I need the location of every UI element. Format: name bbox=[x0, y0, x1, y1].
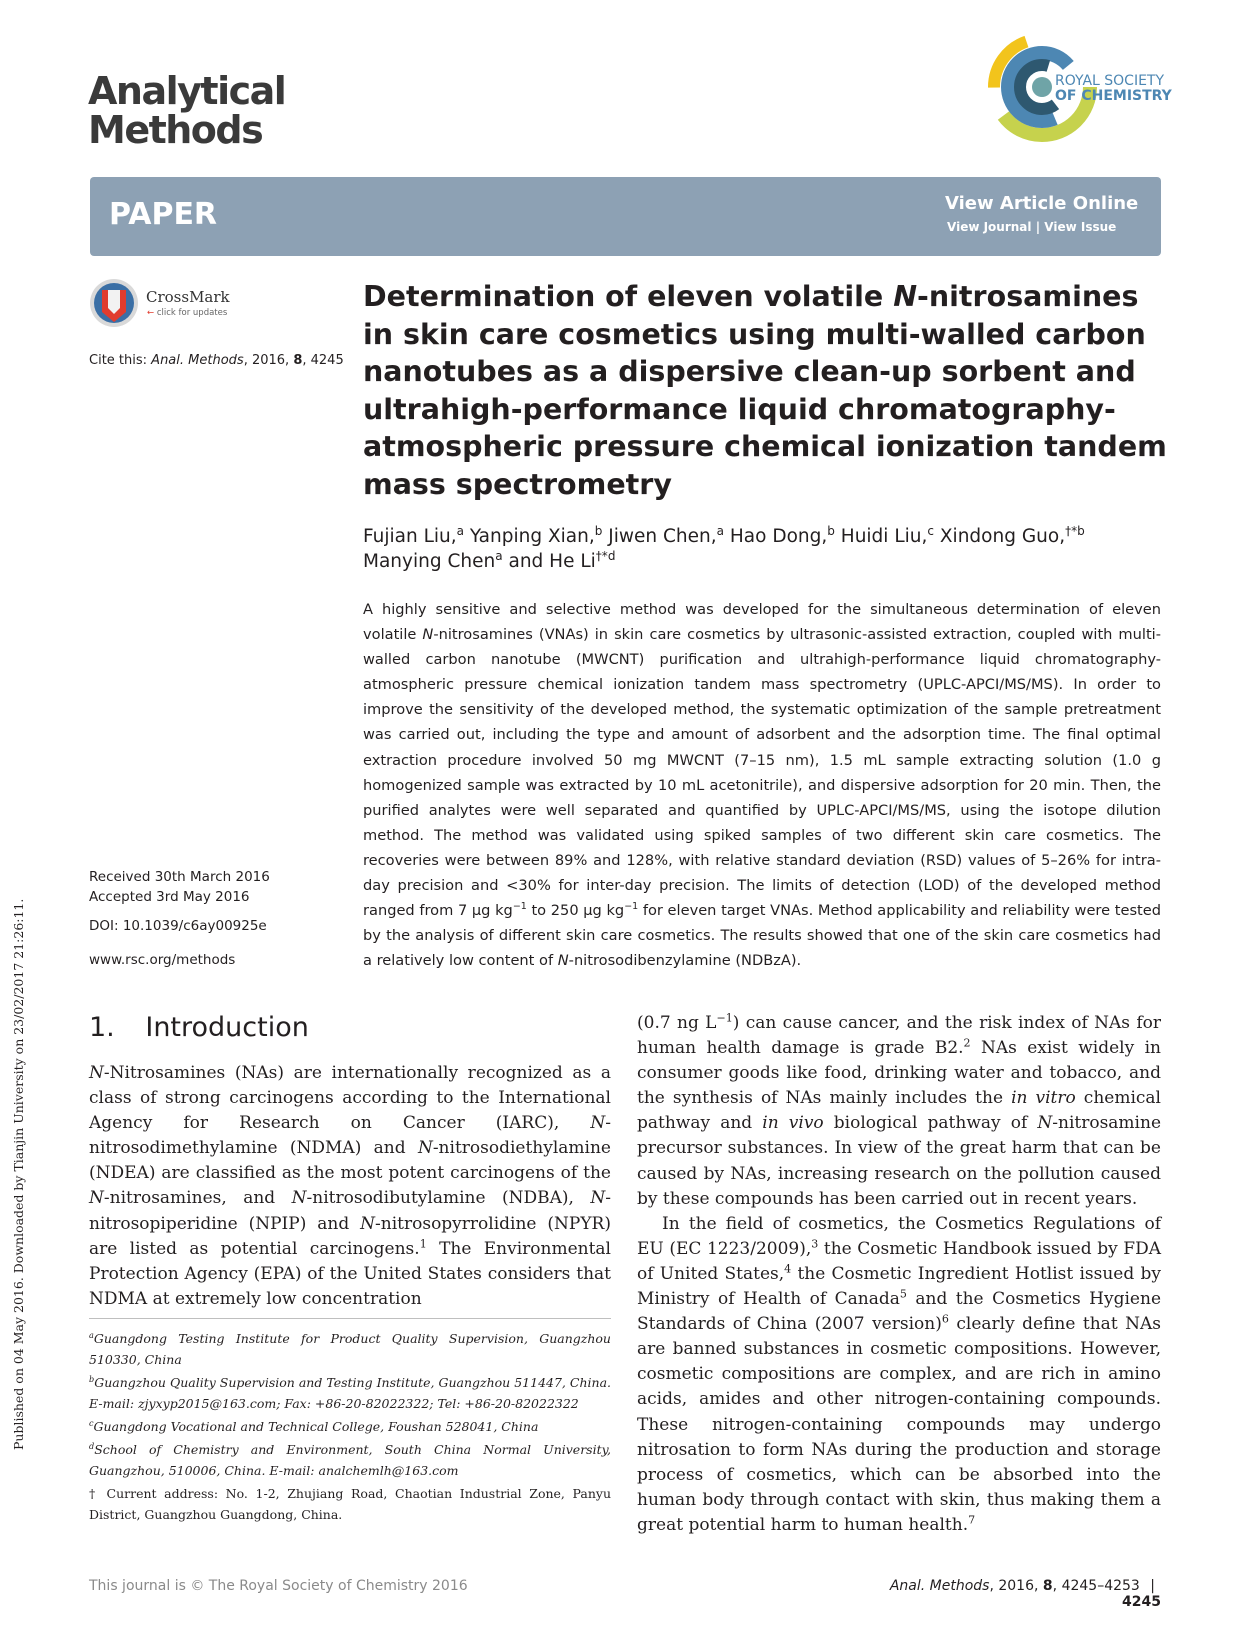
journal-name-line1: Analytical bbox=[88, 69, 286, 113]
received-dates bbox=[89, 867, 270, 907]
footnote-text: Guangdong Testing Institute for Product Quality Supervision, Guangzhou 510330, China bbox=[89, 1331, 611, 1367]
accepted-date: Accepted 3rd May 2016 bbox=[89, 889, 250, 905]
cite-page: 4245 bbox=[310, 353, 344, 368]
intro-paragraph-2 bbox=[637, 1011, 1161, 1212]
paragraph-text: The Environmental Protection Agency (EPA) of the United States considers that NDMA at extremely low concentration bbox=[89, 1238, 611, 1309]
title-part2: -nitrosamines in skin care cosmetics using multi-walled carbon nanotubes as a dispersive clean-up sorbent and ultrahigh-performance liquid chromatography-atmospheric pressure chemical ionization tandem mass spectrometry bbox=[363, 280, 1167, 501]
author-affiliation-sup: †*d bbox=[595, 548, 616, 563]
paragraph-text: N bbox=[291, 1188, 307, 1209]
received-date: Received 30th March 2016 bbox=[89, 869, 270, 885]
abstract-sup: −1 bbox=[624, 901, 639, 913]
paragraph-text: -nitrosodibutylamine (NDBA), bbox=[306, 1188, 591, 1209]
footer-copyright: This journal is © The Royal Society of Chemistry 2016 bbox=[89, 1578, 468, 1594]
reference-sup[interactable]: 6 bbox=[941, 1312, 949, 1326]
paragraph-text: in vivo bbox=[762, 1113, 824, 1134]
abstract-text: for eleven target VNAs. Method applicability and reliability were tested by the analysis of different skin care cosmetics. The results showed that one of the skin care cosmetics had a relatively low content of bbox=[363, 902, 1162, 970]
view-article-online-link[interactable]: View Article Online bbox=[945, 193, 1139, 214]
article-title bbox=[363, 278, 1175, 503]
view-links bbox=[947, 220, 1116, 234]
paragraph-text: -nitrosopiperidine (NPIP) and bbox=[89, 1188, 611, 1234]
paragraph-text: chemical pathway and bbox=[637, 1088, 1161, 1134]
paragraph-text: biological pathway of bbox=[823, 1113, 1038, 1134]
author-name: Yanping Xian, bbox=[469, 526, 595, 547]
journal-name bbox=[88, 69, 286, 152]
abstract-text: -nitrosamines (VNAs) in skin care cosmetics by ultrasonic-assisted extraction, coupled with multi-walled carbon nanotube (MWCNT) purification and ultrahigh-performance liquid chromatography-atmospheric pressure chemical ionization tandem mass spectrometry (UPLC-APCI/MS/MS). In order to improve the sensitivity of the developed method, the systematic optimization of the sample pretreatment was carried out, including the type and amount of adsorbent and the adsorption time. The final optimal extraction procedure involved 50 mg MWCNT (7–15 nm), 1.5 mL sample extracting solution (1.0 g homogenized sample was extracted by 10 mL acetonitrile), and dispersive adsorption for 20 min. Then, the purified analytes were well separated and quantified by UPLC-APCI/MS/MS, using the isotope dilution method. The method was validated using spiked samples of two different skin care cosmetics. The recoveries were between 89% and 128%, with relative standard deviation (RSD) values of 5–26% for intra-day precision and <30% for inter-day precision. The limits of detection (LOD) of the developed method ranged from 7 μg kg bbox=[363, 626, 1161, 920]
reference-sup[interactable]: 1 bbox=[419, 1237, 427, 1250]
author-affiliation-sup: a bbox=[716, 523, 724, 538]
paragraph-text: the Cosmetic Ingredient Hotlist issued by Ministry of Health of Canada bbox=[637, 1263, 1161, 1310]
author-name: and He Li bbox=[508, 551, 596, 572]
paragraph-text: and the Cosmetics Hygiene Standards of China (2007 version) bbox=[637, 1289, 1162, 1335]
footnote-sup: a bbox=[89, 1329, 94, 1340]
intro-paragraph-3 bbox=[637, 1212, 1161, 1538]
crossmark-sub[interactable] bbox=[147, 308, 227, 318]
footnote-affiliation bbox=[89, 1439, 611, 1481]
author-affiliation-sup: c bbox=[927, 523, 934, 538]
footnote-affiliation bbox=[89, 1372, 611, 1414]
footer-pages: 4245–4253 bbox=[1061, 1578, 1140, 1594]
reference-sup[interactable]: −1 bbox=[716, 1011, 733, 1025]
footer-journal: Anal. Methods bbox=[889, 1578, 990, 1594]
paragraph-text: NAs exist widely in consumer goods like food, drinking water and tobacco, and the synthesis of NAs mainly includes the bbox=[637, 1038, 1161, 1109]
footer-year: 2016, bbox=[998, 1578, 1039, 1594]
reference-sup[interactable]: 5 bbox=[899, 1287, 907, 1301]
footnote-text: Guangzhou Quality Supervision and Testing Institute, Guangzhou 511447, China. E-mail: zjyxyp2015@163.com; Fax: +86-20-82022322; Tel: +86-20-82022322 bbox=[89, 1375, 611, 1411]
abstract bbox=[363, 597, 1161, 973]
section-title: Introduction bbox=[145, 1012, 309, 1043]
paragraph-text: -nitrosamine precursor substances. In view of the great harm that can be caused by NAs, increasing research on the pollution caused by these compounds has been carried out in recent years. bbox=[637, 1113, 1161, 1209]
paragraph-text: clearly define that NAs are banned substances in cosmetic compositions. However, cosmetic compositions are complex, and are rich in amino acids, amides and other nitrogen-containing compounds. These nitrogen-containing compounds may undergo nitrosation to form NAs during the production and storage process of cosmetics, which can be absorbed into the human body through contact with skin, thus making them a great potential harm to human health. bbox=[637, 1314, 1161, 1535]
footnote-affiliation bbox=[89, 1416, 611, 1437]
paragraph-text: N bbox=[590, 1188, 606, 1209]
paragraph-text: In the field of cosmetics, the Cosmetics Regulations of EU (EC 1223/2009), bbox=[637, 1213, 1161, 1259]
author-name: Xindong Guo, bbox=[939, 526, 1066, 547]
intro-paragraph-1 bbox=[89, 1061, 611, 1312]
abstract-text: A highly sensitive and selective method was developed for the simultaneous determination of eleven volatile bbox=[363, 601, 1161, 644]
abstract-italic: N bbox=[422, 626, 434, 644]
paragraph-text: N bbox=[360, 1213, 376, 1234]
download-note-text: Published on 04 May 2016. Downloaded by Tianjin University on 23/02/2017 21:26:11. bbox=[11, 898, 26, 1450]
author-affiliation-sup: b bbox=[827, 523, 835, 538]
paragraph-text: -Nitrosamines (NAs) are internationally recognized as a class of strong carcinogens according to the International Agency for Research on Cancer (IARC), bbox=[89, 1063, 611, 1134]
footer-volume: 8 bbox=[1042, 1578, 1053, 1594]
footnote-divider bbox=[89, 1318, 611, 1319]
author-affiliation-sup: †*b bbox=[1065, 523, 1085, 538]
journal-name-line2: Methods bbox=[88, 108, 263, 152]
footer-citation: Anal. Methods, 2016, 8, 4245–4253 | 4245 bbox=[889, 1578, 1161, 1610]
article-type-label: PAPER bbox=[109, 197, 218, 232]
footnote-sup: d bbox=[89, 1440, 95, 1451]
paragraph-text: -nitrosopyrrolidine (NPYR) are listed as potential carcinogens. bbox=[89, 1213, 611, 1259]
cite-prefix: Cite this: bbox=[89, 353, 148, 368]
paragraph-text: N bbox=[89, 1063, 104, 1083]
cite-journal: Anal. Methods bbox=[151, 353, 244, 368]
reference-sup[interactable]: 4 bbox=[784, 1262, 792, 1276]
author-name: Jiwen Chen, bbox=[608, 526, 717, 547]
crossmark-label[interactable]: CrossMark bbox=[146, 288, 230, 306]
cite-volume: 8 bbox=[293, 353, 303, 368]
author-name: Fujian Liu, bbox=[363, 526, 457, 547]
view-issue-link[interactable]: View Issue bbox=[1044, 220, 1117, 234]
footnote-text: Guangdong Vocational and Technical College, Foushan 528041, China bbox=[93, 1419, 539, 1434]
rsc-logo-text bbox=[1055, 74, 1172, 104]
view-journal-link[interactable]: View Journal bbox=[947, 220, 1032, 234]
paragraph-text: in vitro bbox=[1011, 1088, 1076, 1109]
journal-url[interactable]: www.rsc.org/methods bbox=[89, 952, 236, 968]
footnote-current-address: † Current address: No. 1-2, Zhujiang Road, Chaotian Industrial Zone, Panyu District, Guangzhou Guangdong, China. bbox=[89, 1486, 611, 1522]
title-italic: N bbox=[893, 280, 918, 313]
paragraph-text: ) can cause cancer, and the risk index of NAs for human health damage is grade B2. bbox=[637, 1013, 1161, 1059]
author-name: Hao Dong, bbox=[729, 526, 828, 547]
article-type-banner bbox=[90, 177, 1161, 256]
doi[interactable]: DOI: 10.1039/c6ay00925e bbox=[89, 918, 267, 934]
paragraph-text: the Cosmetic Handbook issued by FDA of United States, bbox=[637, 1238, 1161, 1284]
abstract-text: -nitrosodibenzylamine (NDBzA). bbox=[568, 952, 802, 970]
author-name: Manying Chen bbox=[363, 551, 496, 572]
reference-sup[interactable]: 2 bbox=[963, 1036, 971, 1050]
abstract-italic: N bbox=[557, 952, 569, 970]
cite-year: 2016, bbox=[251, 353, 290, 368]
author-name: Huidi Liu, bbox=[840, 526, 928, 547]
paragraph-text: -nitrosamines, and bbox=[103, 1188, 292, 1209]
paragraph-text: N bbox=[590, 1113, 606, 1134]
section-number: 1. bbox=[89, 1012, 115, 1043]
paragraph-text: N bbox=[1037, 1113, 1053, 1134]
paragraph-text: -nitrosodiethylamine (NDEA) are classified as the most potent carcinogens of the bbox=[89, 1138, 611, 1184]
download-note bbox=[4, 470, 26, 1450]
author-list bbox=[363, 524, 1163, 574]
intro-column-right bbox=[637, 1011, 1161, 1538]
footer-separator: | bbox=[1150, 1578, 1155, 1594]
citation: Cite this: Anal. Methods, 2016, 8, 4245 bbox=[89, 353, 344, 368]
abstract-text: to 250 μg kg bbox=[526, 902, 625, 920]
arrow-left-icon: ← bbox=[147, 308, 155, 318]
crossmark-sub-text: click for updates bbox=[156, 308, 228, 318]
paragraph-text: (0.7 ng L bbox=[637, 1013, 717, 1033]
footnotes bbox=[89, 1328, 611, 1527]
paragraph-text: N bbox=[89, 1188, 104, 1209]
title-part1: Determination of eleven volatile bbox=[363, 280, 894, 313]
author-affiliation-sup: a bbox=[456, 523, 465, 538]
author-affiliation-sup: b bbox=[594, 523, 603, 538]
abstract-sup: −1 bbox=[512, 901, 527, 913]
rsc-logo-line1: ROYAL SOCIETY bbox=[1055, 73, 1165, 89]
reference-sup[interactable]: 7 bbox=[968, 1513, 976, 1527]
section-heading bbox=[89, 1012, 309, 1043]
footnote-affiliation bbox=[89, 1328, 611, 1370]
paragraph-text: N bbox=[417, 1138, 433, 1159]
page-number: 4245 bbox=[1122, 1594, 1161, 1610]
paragraph-text: -nitrosodimethylamine (NDMA) and bbox=[89, 1113, 611, 1159]
author-affiliation-sup: a bbox=[495, 548, 503, 563]
reference-sup[interactable]: 3 bbox=[811, 1237, 819, 1251]
intro-column-left bbox=[89, 1061, 611, 1312]
footnote-text: School of Chemistry and Environment, South China Normal University, Guangzhou, 510006, China. E-mail: analchemlh@163.com bbox=[89, 1442, 611, 1478]
footnote-sup: b bbox=[89, 1373, 95, 1384]
footnote-sup: c bbox=[89, 1417, 94, 1428]
rsc-logo-line2: OF CHEMISTRY bbox=[1055, 88, 1172, 104]
view-links-separator: | bbox=[1035, 220, 1041, 234]
